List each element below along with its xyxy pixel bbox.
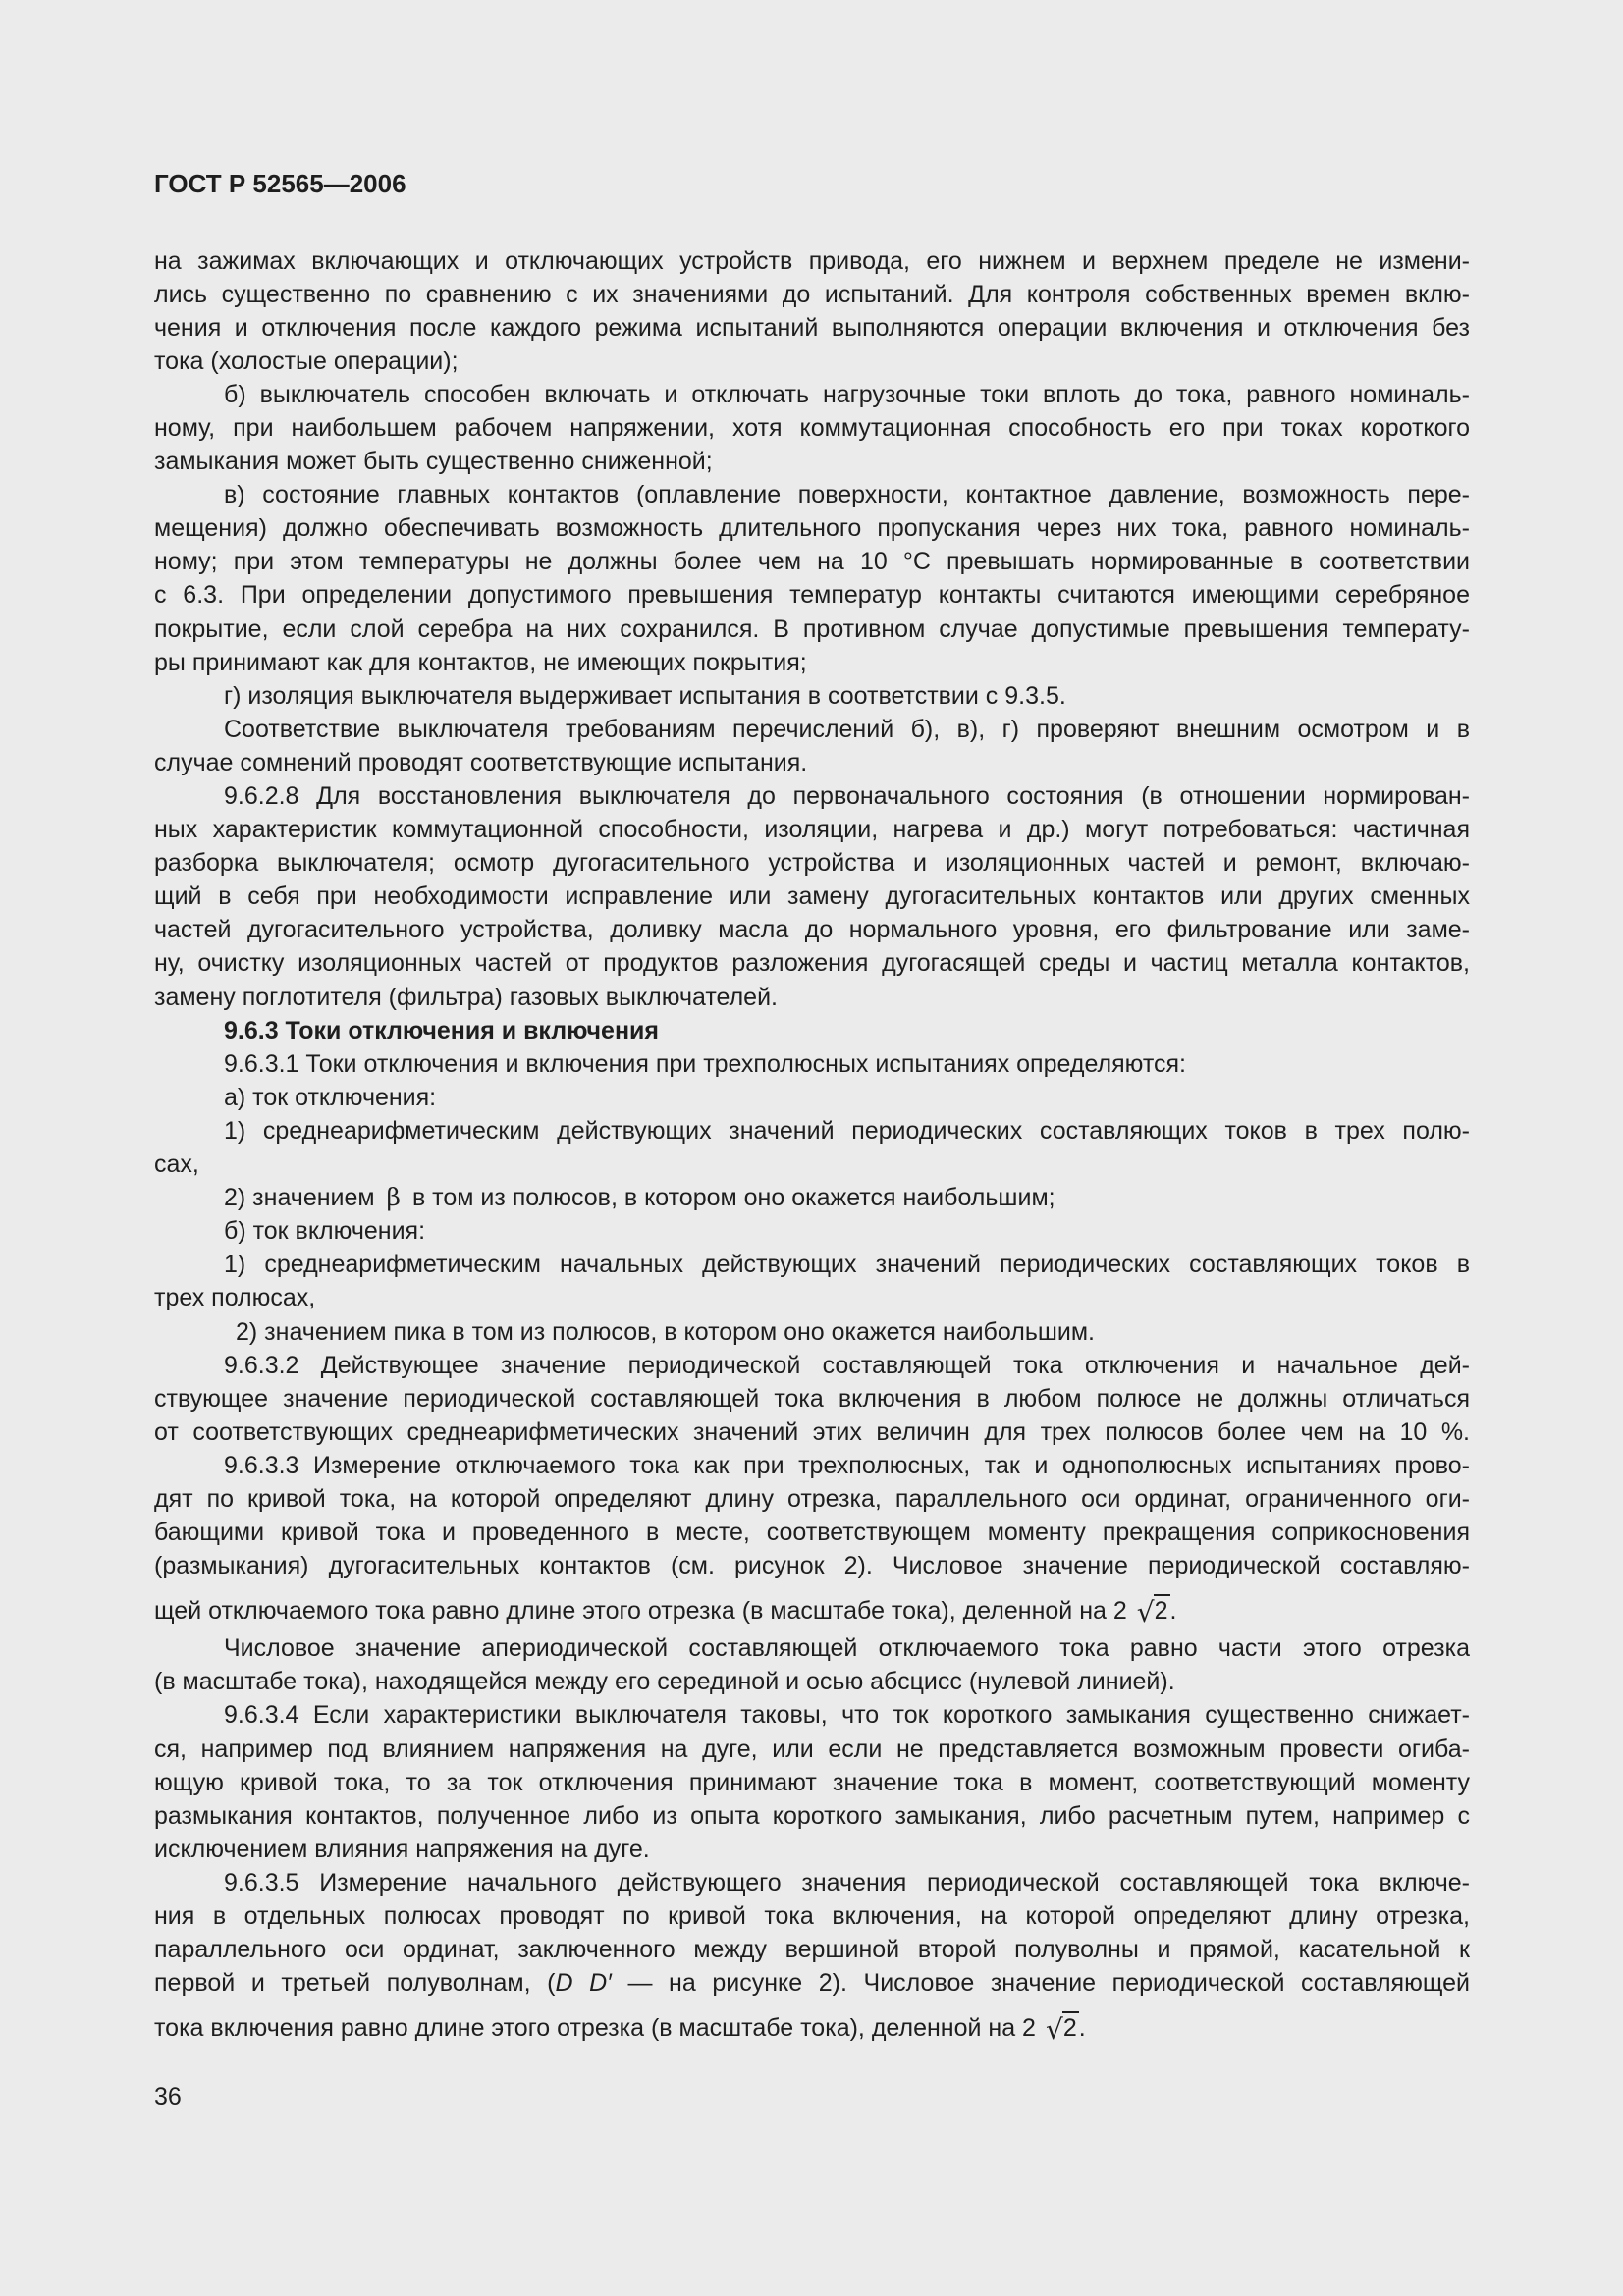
text-line	[154, 1582, 1470, 1631]
text-line: 2) значением пика в том из полюсов, в котором оно окажется наибольшим.	[236, 1317, 1095, 1346]
paragraph-aperiodic-component	[154, 1631, 1470, 1698]
text-span: 2) значением	[224, 1184, 382, 1212]
text-line: ному, при наибольшем рабочем напряжении, хотя коммутационная способность его при токах короткого	[154, 413, 1470, 442]
text-line: на зажимах включающих и отключающих устройств привода, его нижнем и верхнем пределе не измени-	[154, 246, 1470, 275]
text-line: 1) среднеарифметическим действующих значений периодических составляющих токов в трех полю-	[224, 1116, 1470, 1145]
text-line: ному; при этом температуры не должны более чем на 10 °С превышать нормированные в соответствии	[154, 548, 1470, 576]
text-span: в том из полюсов, в котором оно окажется наибольшим;	[406, 1184, 1055, 1212]
text-line: ну, очистку изоляционных частей от продуктов разложения дугогасящей среды и частиц металла контактов,	[154, 949, 1470, 978]
text-line: исключением влияния напряжения на дуге.	[154, 1835, 650, 1863]
beta-symbol: β	[386, 1183, 401, 1212]
text-line: ся, например под влиянием напряжения на дуге, или если не представляется возможным провести огиба-	[154, 1735, 1470, 1763]
standard-number-header: ГОСТ Р 52565—2006	[154, 169, 406, 198]
text-line: замену поглотителя (фильтра) газовых выключателей.	[154, 983, 778, 1011]
paragraph-clause-9-6-3-3	[154, 1449, 1470, 1631]
text-line: г) изоляция выключателя выдерживает испытания в соответствии с 9.3.5.	[224, 681, 1066, 710]
text-line: с 6.3. При определении допустимого превышения температур контакты считаются имеющими серебряное	[154, 581, 1470, 610]
paragraph-conformity	[154, 713, 1470, 779]
text-line: 9.6.3.1 Токи отключения и включения при трехполюсных испытаниях определяются:	[224, 1049, 1186, 1078]
text-line: Числовое значение апериодической составляющей отключаемого тока равно части этого отрезка	[224, 1634, 1470, 1663]
text-line: Соответствие выключателя требованиям перечислений б), в), г) проверяют внешним осмотром и в	[224, 715, 1470, 743]
text-line: частей дугогасительного устройства, доливку масла до нормального уровня, его фильтрование или заме-	[154, 916, 1470, 944]
text-span: щей отключаемого тока равно длине этого отрезка (в масштабе тока), деленной на 2	[154, 1597, 1127, 1626]
text-line: ных характеристик коммутационной способности, изоляции, нагрева и др.) могут потребоваться: частичная	[154, 816, 1470, 844]
text-line	[154, 2000, 1470, 2049]
text-span: — на рисунке 2). Числовое значение периодической составляющей	[611, 1969, 1470, 1998]
text-line: 9.6.3.5 Измерение начального действующего значения периодической составляющей тока включе-	[224, 1868, 1470, 1896]
text-line	[154, 1966, 1470, 2000]
text-span: .	[1078, 2014, 1086, 2043]
square-root	[1045, 2013, 1079, 2047]
square-root	[1136, 1596, 1170, 1629]
paragraph-subitem-2-making	[154, 1315, 1470, 1349]
radicand: 2	[1062, 2011, 1079, 2041]
text-span: .	[1169, 1597, 1177, 1626]
text-line: чения и отключения после каждого режима испытаний выполняются операции включения и отключения без	[154, 313, 1470, 342]
page-number: 36	[154, 2083, 182, 2110]
radicand: 2	[1154, 1594, 1170, 1624]
paragraph-item-v	[154, 478, 1470, 679]
text-line: щий в себя при необходимости исправление или замену дугогасительных контактов или других сменных	[154, 882, 1470, 911]
text-span: первой и третьей полуволнам, (	[154, 1969, 556, 1998]
text-line: 9.6.3.3 Измерение отключаемого тока как при трехполюсных, так и однополюсных испытаниях прово-	[224, 1451, 1470, 1479]
text-line: размыкания контактов, полученное либо из опыта короткого замыкания, либо расчетным путем, например с	[154, 1801, 1470, 1830]
text-line: мещения) должно обеспечивать возможность длительного пропускания через них тока, равного номиналь-	[154, 514, 1470, 543]
paragraph-subitem-2	[154, 1181, 1470, 1214]
paragraph-item-g	[154, 679, 1470, 713]
text-line: б) выключатель способен включать и отключать нагрузочные токи вплоть до тока, равного номиналь-	[224, 380, 1470, 408]
paragraph-continued	[154, 244, 1470, 378]
text-line: 9.6.3.2 Действующее значение периодической составляющей тока отключения и начальное дей-	[224, 1351, 1470, 1379]
text-line	[154, 1181, 1470, 1214]
text-line: от соответствующих среднеарифметических значений этих величин для трех полюсов более чем на 10 %.	[154, 1417, 1470, 1446]
text-line: (размыкания) дугогасительных контактов (см. рисунок 2). Числовое значение периодической составляю-	[154, 1552, 1470, 1580]
text-line: ющую кривой тока, то за ток отключения принимают значение тока в момент, соответствующий моменту	[154, 1768, 1470, 1796]
paragraph-item-b	[154, 378, 1470, 478]
text-line: разборка выключателя; осмотр дугогасительного устройства и изоляционных частей и ремонт, включаю-	[154, 849, 1470, 878]
paragraph-clause-9-6-2-8	[154, 779, 1470, 1014]
text-line: ры принимают как для контактов, не имеющих покрытия;	[154, 648, 807, 676]
paragraph-item-b-making	[154, 1214, 1470, 1248]
paragraph-clause-9-6-3-4	[154, 1698, 1470, 1865]
text-line: параллельного оси ординат, заключенного между вершиной второй полуволны и прямой, касательной к	[154, 1936, 1470, 1964]
text-line: дят по кривой тока, на которой определяют длину отрезка, параллельного оси ординат, ограниченного оги-	[154, 1484, 1470, 1513]
section-heading: 9.6.3 Токи отключения и включения	[224, 1016, 660, 1044]
text-line: ния в отдельных полюсах проводят по кривой тока включения, на которой определяют длину отрезка,	[154, 1902, 1470, 1930]
text-line: бающими кривой тока и проведенного в месте, соответствующем моменту прекращения соприкосновения	[154, 1519, 1470, 1547]
text-line: а) ток отключения:	[224, 1083, 437, 1111]
text-line: ствующее значение периодической составляющей тока включения в любом полюсе не должны отличаться	[154, 1384, 1470, 1413]
text-line: (в масштабе тока), находящейся между его серединой и осью абсцисс (нулевой линией).	[154, 1668, 1175, 1696]
text-line: трех полюсах,	[154, 1284, 316, 1312]
text-line: 9.6.2.8 Для восстановления выключателя до первоначального состояния (в отношении нормирован-	[224, 782, 1470, 810]
paragraph-subitem-1	[154, 1114, 1470, 1181]
paragraph-clause-9-6-3-1	[154, 1047, 1470, 1081]
text-line: 1) среднеарифметическим начальных действующих значений периодических составляющих токов в	[224, 1251, 1470, 1279]
body-text	[154, 244, 1470, 2050]
paragraph-subitem-1-making	[154, 1248, 1470, 1314]
paragraph-clause-9-6-3-2	[154, 1349, 1470, 1449]
text-line: случае сомнений проводят соответствующие испытания.	[154, 748, 808, 776]
figure-label-italic: D D′	[555, 1969, 612, 1998]
text-line: б) ток включения:	[224, 1217, 426, 1246]
text-line: покрытие, если слой серебра на них сохранился. В противном случае допустимые превышения температу-	[154, 614, 1470, 643]
radical-sign: √	[1045, 2013, 1063, 2047]
text-span: тока включения равно длине этого отрезка (в масштабе тока), деленной на 2	[154, 2014, 1036, 2043]
text-line: лись существенно по сравнению с их значениями до испытаний. Для контроля собственных времен вклю-	[154, 280, 1470, 308]
text-line: сах,	[154, 1150, 199, 1179]
text-line: 9.6.3.4 Если характеристики выключателя таковы, что ток короткого замыкания существенно снижает-	[224, 1701, 1470, 1730]
text-line: в) состояние главных контактов (оплавление поверхности, контактное давление, возможность пере-	[224, 481, 1470, 509]
text-line: замыкания может быть существенно сниженной;	[154, 448, 713, 476]
radical-sign: √	[1136, 1596, 1155, 1629]
paragraph-clause-9-6-3-5	[154, 1866, 1470, 2049]
paragraph-item-a	[154, 1081, 1470, 1114]
text-line: тока (холостые операции);	[154, 347, 459, 375]
